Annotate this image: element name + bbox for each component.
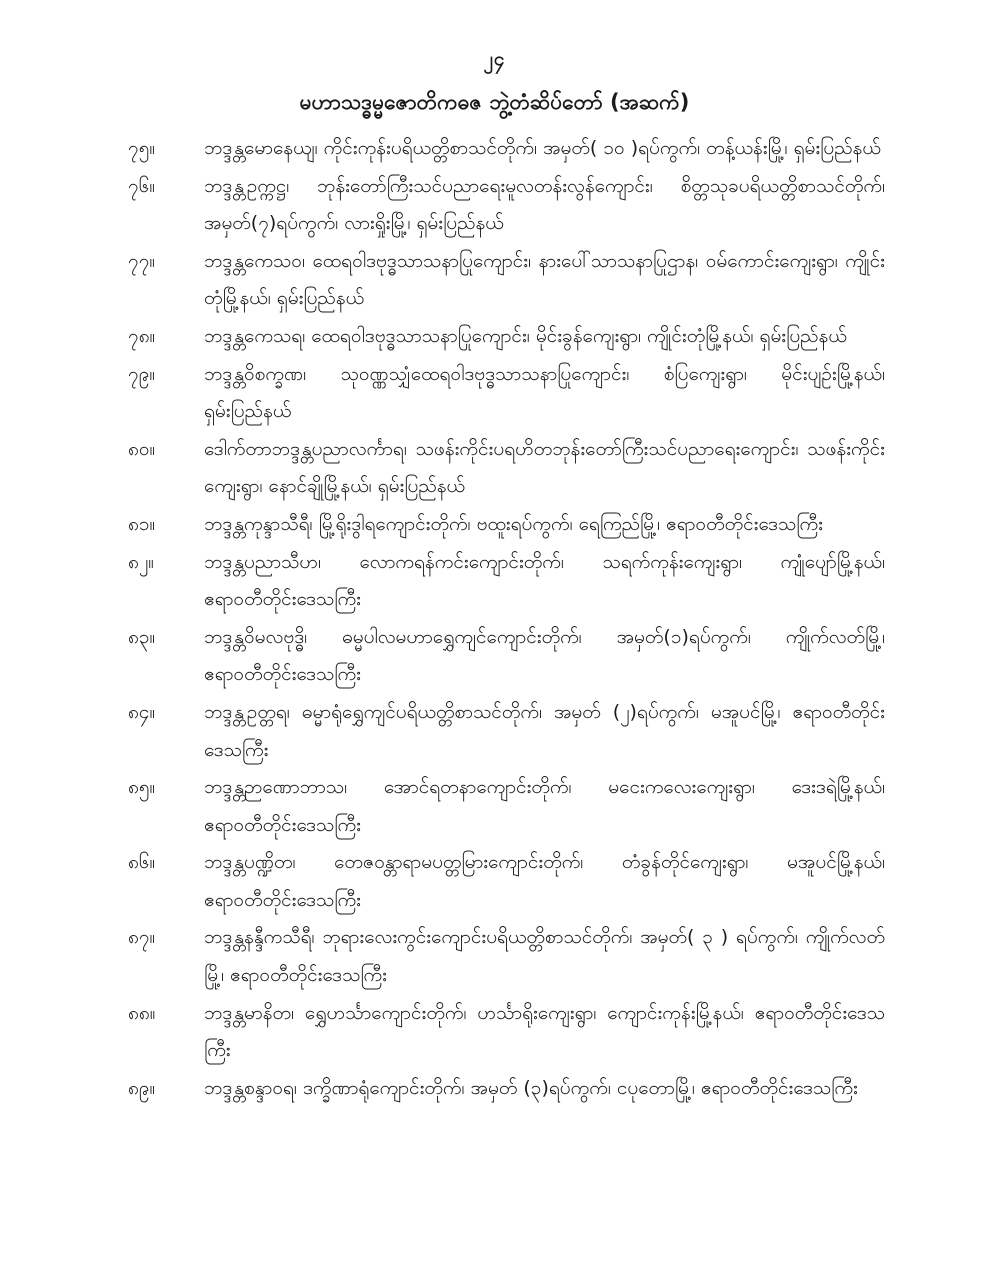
item-text: ဘဒ္ဒန္တဝိစက္ခဏ၊ သုဝဏ္ဏသျှံထေရဝါဒဗုဒ္ဓသာသနာပြုကျောင်း၊ စံပြကျေးရွာ၊ မိုင်းပျဉ်းမြို့နယ်၊ ရှမ်းပြည်နယ် xyxy=(204,362,885,423)
item-text: ဘဒ္ဒန္တမာနိတ၊ ရွှေဟင်္သာကျောင်းတိုက်၊ ဟင်္သာရိုးကျေးရွာ၊ ကျောင်းကုန်းမြို့နယ်၊ ဧရာဝတီတိုင်းဒေသကြီး xyxy=(204,1001,885,1062)
item-text: ဘဒ္ဒန္တဝိမလဗုဒ္ဓိ၊ ဓမ္မပါလမဟာရွှေကျင်ကျောင်းတိုက်၊ အမှတ်(၁)ရပ်ကွက်၊ ကျိုက်လတ်မြို့၊ ဧရာဝတီတိုင်းဒေသကြီး xyxy=(204,625,885,686)
item-text: ဘဒ္ဒန္တပဏ္ဍိတ၊ တေဇဝန္တာရာမပတ္တမြားကျောင်းတိုက်၊ တံခွန်တိုင်ကျေးရွာ၊ မအူပင်မြို့နယ်၊ ဧရာဝတီတိုင်းဒေသကြီး xyxy=(204,851,885,911)
item-text: ဘဒ္ဒန္တနန္ဒီကသီရီ၊ ဘုရားလေးကွင်းကျောင်းပရိယတ္တိစာသင်တိုက်၊ အမှတ်( ၃ ) ရပ်ကွက်၊ ကျိုက်လတ်မြို့၊ ဧရာဝတီတိုင်းဒေသကြီး xyxy=(204,926,885,987)
item-text: ဘဒ္ဒန္တမောနေယျ၊ ကိုင်းကုန်းပရိယတ္တိစာသင်တိုက်၊ အမှတ်( ၁၀ )ရပ်ကွက်၊ တန့်ယန်းမြို့၊ ရှမ်းပြည်နယ် xyxy=(204,137,881,159)
item-number: ၈၇။ xyxy=(128,926,156,949)
list-item xyxy=(128,356,885,431)
list-item xyxy=(128,243,885,318)
list-item xyxy=(128,544,885,619)
item-text: ဘဒ္ဒန္တဥက္ကဋ္ဌ၊ ဘုန်းတော်ကြီးသင်ပညာရေးမူလတန်းလွန်ကျောင်း၊ စိတ္တသုခပရိယတ္တိစာသင်တိုက်၊ အမှတ်(၇)ရပ်ကွက်၊ လားရှိုးမြို့၊ ရှမ်းပြည်နယ် xyxy=(204,174,885,235)
item-text: ဘဒ္ဒန္တစန္ဒာဝရ၊ ဒက္ခိဏာရုံကျောင်းတိုက်၊ အမှတ် (၃)ရပ်ကွက်၊ ငပုတောမြို့၊ ဧရာဝတီတိုင်းဒေသကြီး xyxy=(204,1076,858,1099)
item-number: ၇၆။ xyxy=(128,174,156,197)
list-item xyxy=(128,506,885,544)
item-number: ၇၉။ xyxy=(128,362,156,385)
item-number: ၈၉။ xyxy=(128,1076,156,1099)
item-number: ၈၅။ xyxy=(128,776,156,799)
item-number: ၇၅။ xyxy=(128,137,156,159)
item-text: ဒေါက်တာဘဒ္ဒန္တပညာလင်္ကာရ၊ သဖန်းကိုင်းပရဟိတဘုန်းတော်ကြီးသင်ပညာရေးကျောင်း၊ သဖန်းကိုင်းကျေးရွာ၊ နောင်ချိုမြို့နယ်၊ ရှမ်းပြည်နယ် xyxy=(204,437,885,498)
item-text: ဘဒ္ဒန္တကေသဝ၊ ထေရဝါဒဗုဒ္ဓသာသနာပြုကျောင်း၊ နားပေါ်သာသနာပြုဌာန၊ ဝမ်ကောင်းကျေးရွာ၊ ကျိုင်းတုံမြို့နယ်၊ ရှမ်းပြည်နယ် xyxy=(204,249,885,310)
list-item xyxy=(128,919,885,994)
list-item xyxy=(128,619,885,694)
item-number: ၈၀။ xyxy=(128,437,156,460)
page-number: ၂၄ xyxy=(483,48,506,70)
list-item xyxy=(128,168,885,243)
item-text: ဘဒ္ဒန္တကေသရ၊ ထေရဝါဒဗုဒ္ဓသာသနာပြုကျောင်း၊ မိုင်းခွန်ကျေးရွာ၊ ကျိုင်းတုံမြို့နယ်၊ ရှမ်းပြည်နယ် xyxy=(204,324,847,347)
item-text: ဘဒ္ဒန္တကုန္ဒာသီရီ၊ မြို့ရိုးဒွါရကျောင်းတိုက်၊ ဗထူးရပ်ကွက်၊ ရေကြည်မြို့၊ ဧရာဝတီတိုင်းဒေသကြီး xyxy=(204,512,823,535)
item-number: ၇၈။ xyxy=(128,324,156,347)
item-text: ဘဒ္ဒန္တဉာဏောဘာသ၊ အောင်ရတနာကျောင်းတိုက်၊ မငေးကလေးကျေးရွာ၊ ဒေးဒရဲမြို့နယ်၊ ဧရာဝတီတိုင်းဒေသကြီး xyxy=(204,776,885,836)
list-item xyxy=(128,130,885,168)
list-item xyxy=(128,1070,885,1108)
list-item xyxy=(128,995,885,1070)
item-number: ၈၄။ xyxy=(128,700,156,723)
item-number: ၈၃။ xyxy=(128,625,156,648)
item-number: ၈၆။ xyxy=(128,851,156,874)
list-item xyxy=(128,694,885,769)
item-text: ဘဒ္ဒန္တဥတ္တရ၊ ဓမ္မာရုံရွှေကျင်ပရိယတ္တိစာသင်တိုက်၊ အမှတ် (၂)ရပ်ကွက်၊ မအူပင်မြို့၊ ဧရာဝတီတိုင်းဒေသကြီး xyxy=(204,700,885,761)
list-item xyxy=(128,769,885,844)
list-item xyxy=(128,431,885,506)
page-title: မဟာသဒ္ဓမ္မဇောတိကဓဇ ဘွဲ့တံဆိပ်တော် (အဆက်) xyxy=(299,90,690,114)
award-list xyxy=(128,130,885,1107)
list-item xyxy=(128,844,885,919)
item-number: ၇၇။ xyxy=(128,249,156,272)
list-item xyxy=(128,318,885,356)
item-text: ဘဒ္ဒန္တပညာသီဟ၊ လောကရန်ကင်းကျောင်းတိုက်၊ သရက်ကုန်းကျေးရွာ၊ ကျုံပျော်မြို့နယ်၊ ဧရာဝတီတိုင်းဒေသကြီး xyxy=(204,550,885,611)
item-number: ၈၈။ xyxy=(128,1001,156,1024)
item-number: ၈၂။ xyxy=(128,550,154,573)
item-number: ၈၁။ xyxy=(128,512,156,535)
